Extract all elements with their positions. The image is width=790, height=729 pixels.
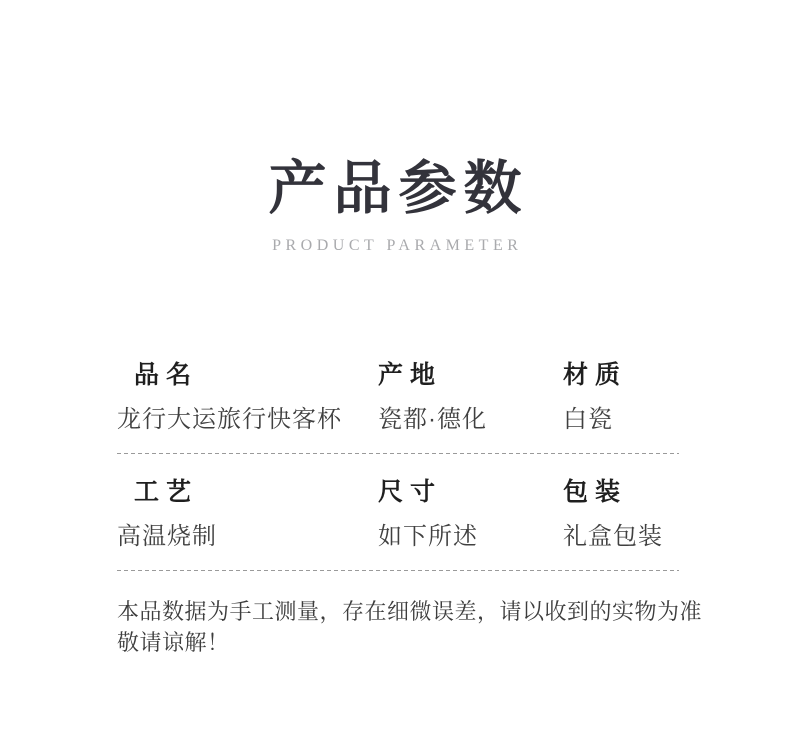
param-cell-craft: [117, 479, 378, 550]
param-value: 如下所述: [378, 523, 478, 550]
section-header: [0, 0, 790, 255]
table-row: [117, 362, 679, 433]
measurement-disclaimer: [117, 596, 703, 658]
param-value: 龙行大运旅行快客杯: [117, 406, 342, 433]
param-value: 白瓷: [563, 406, 613, 433]
param-label: 品名: [134, 361, 199, 389]
table-row: [117, 479, 679, 550]
param-cell-packaging: [563, 479, 679, 550]
parameters-table: [117, 361, 703, 658]
param-value: 瓷都·德化: [378, 406, 487, 433]
dashed-divider: [117, 570, 679, 571]
param-label: 材质: [563, 361, 628, 389]
page-subtitle: PRODUCT PARAMETER: [272, 237, 523, 254]
page-title: 产品参数: [268, 156, 529, 221]
param-label: 工艺: [134, 478, 199, 506]
param-value: 礼盒包装: [563, 523, 663, 550]
param-label: 包装: [563, 478, 628, 506]
param-cell-product-name: [117, 362, 378, 433]
param-value: 高温烧制: [117, 523, 217, 550]
dashed-divider: [117, 453, 679, 454]
disclaimer-line: 本品数据为手工测量，存在细微误差，请以收到的实物为准: [117, 599, 703, 624]
param-label: 尺寸: [378, 478, 443, 506]
param-cell-material: [563, 362, 679, 433]
param-cell-origin: [378, 362, 563, 433]
param-label: 产地: [378, 361, 443, 389]
param-cell-size: [378, 479, 563, 550]
disclaimer-line: 敬请谅解！: [117, 630, 230, 655]
